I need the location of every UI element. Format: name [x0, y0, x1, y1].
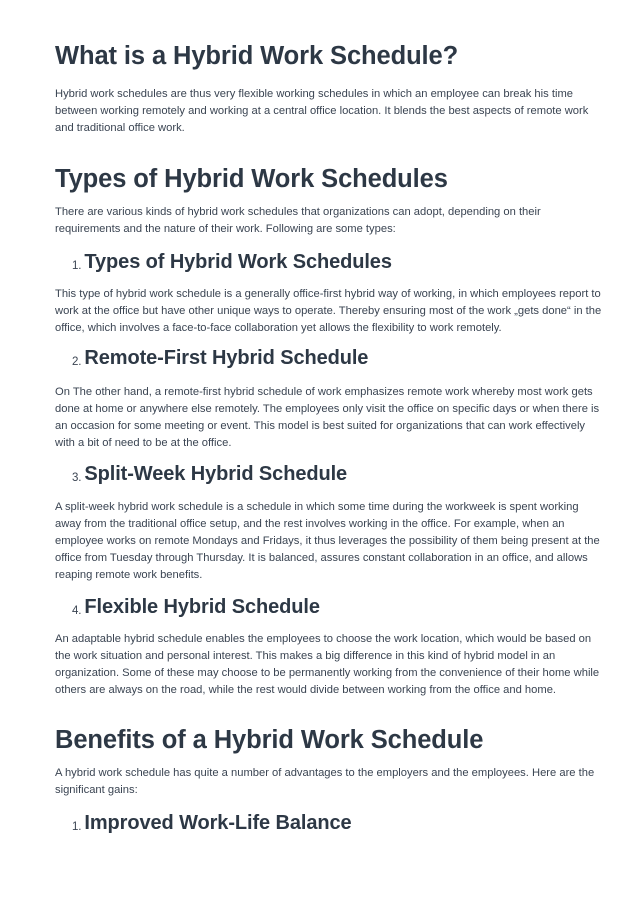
list-number: 4. — [72, 605, 82, 617]
subheading-types-2 — [72, 348, 368, 369]
subheading-types-3 — [72, 464, 347, 485]
paragraph-benefits-intro: A hybrid work schedule has quite a number of advantages to the employers and the employees. Here are the significant gains: — [55, 767, 595, 796]
paragraph-types-2: On The other hand, a remote-first hybrid schedule of work emphasizes remote work whereby most work gets done at home or anywhere else remotely. The employees only visit the office on specific days or when there is an occasion for some meeting or event. This model is best suited for organizations that can work effectively with a bit of need to be at the office. — [55, 386, 600, 449]
paragraph-types-4: An adaptable hybrid schedule enables the employees to choose the work location, which would be based on the work situation and personal interest. This makes a big difference in this kind of hybrid model in an organization. Some of these may choose to be permanently working from the convenience of their home while others are always on the road, while the rest would divide between working from the office and home. — [55, 633, 600, 696]
subheading-text: Flexible Hybrid Schedule — [84, 596, 320, 618]
subheading-text: Types of Hybrid Work Schedules — [84, 251, 392, 273]
list-number: 3. — [72, 472, 82, 484]
list-number: 1. — [72, 260, 82, 272]
subheading-text: Improved Work-Life Balance — [84, 812, 352, 834]
paragraph-types-1: This type of hybrid work schedule is a generally office-first hybrid way of working, in which employees report to work at the office but have other unique ways to operate. Thereby ensuring most of the work „gets done“ in the office, which involves a face-to-face collaboration yet allows the flexibility to work remotely. — [55, 288, 602, 334]
subheading-text: Split-Week Hybrid Schedule — [84, 463, 348, 485]
subheading-benefits-1 — [72, 813, 352, 834]
subheading-types-4 — [72, 597, 320, 618]
list-number: 1. — [72, 821, 82, 833]
heading-benefits: Benefits of a Hybrid Work Schedule — [55, 726, 484, 754]
paragraph-types-intro: There are various kinds of hybrid work schedules that organizations can adopt, depending on their requirements and the nature of their work. Following are some types: — [55, 206, 541, 235]
paragraph-what-is-hybrid: Hybrid work schedules are thus very flexible working schedules in which an employee can break his time between working remotely and working at a central office location. It blends the best aspects of remote work and traditional office work. — [55, 88, 589, 134]
heading-types: Types of Hybrid Work Schedules — [55, 165, 448, 193]
subheading-text: Remote-First Hybrid Schedule — [84, 347, 369, 369]
subheading-types-1 — [72, 252, 392, 273]
list-number: 2. — [72, 356, 82, 368]
heading-what-is-hybrid: What is a Hybrid Work Schedule? — [55, 42, 459, 70]
paragraph-types-3: A split-week hybrid work schedule is a schedule in which some time during the workweek is spent working away from the traditional office setup, and the rest involves working in the office. For example, when an employee works on remote Mondays and Fridays, it thus leverages the possibility of them being present at the office from Tuesday through Thursday. It is balanced, assures constant collaboration in an office, and allows reaping remote work benefits. — [55, 501, 600, 581]
